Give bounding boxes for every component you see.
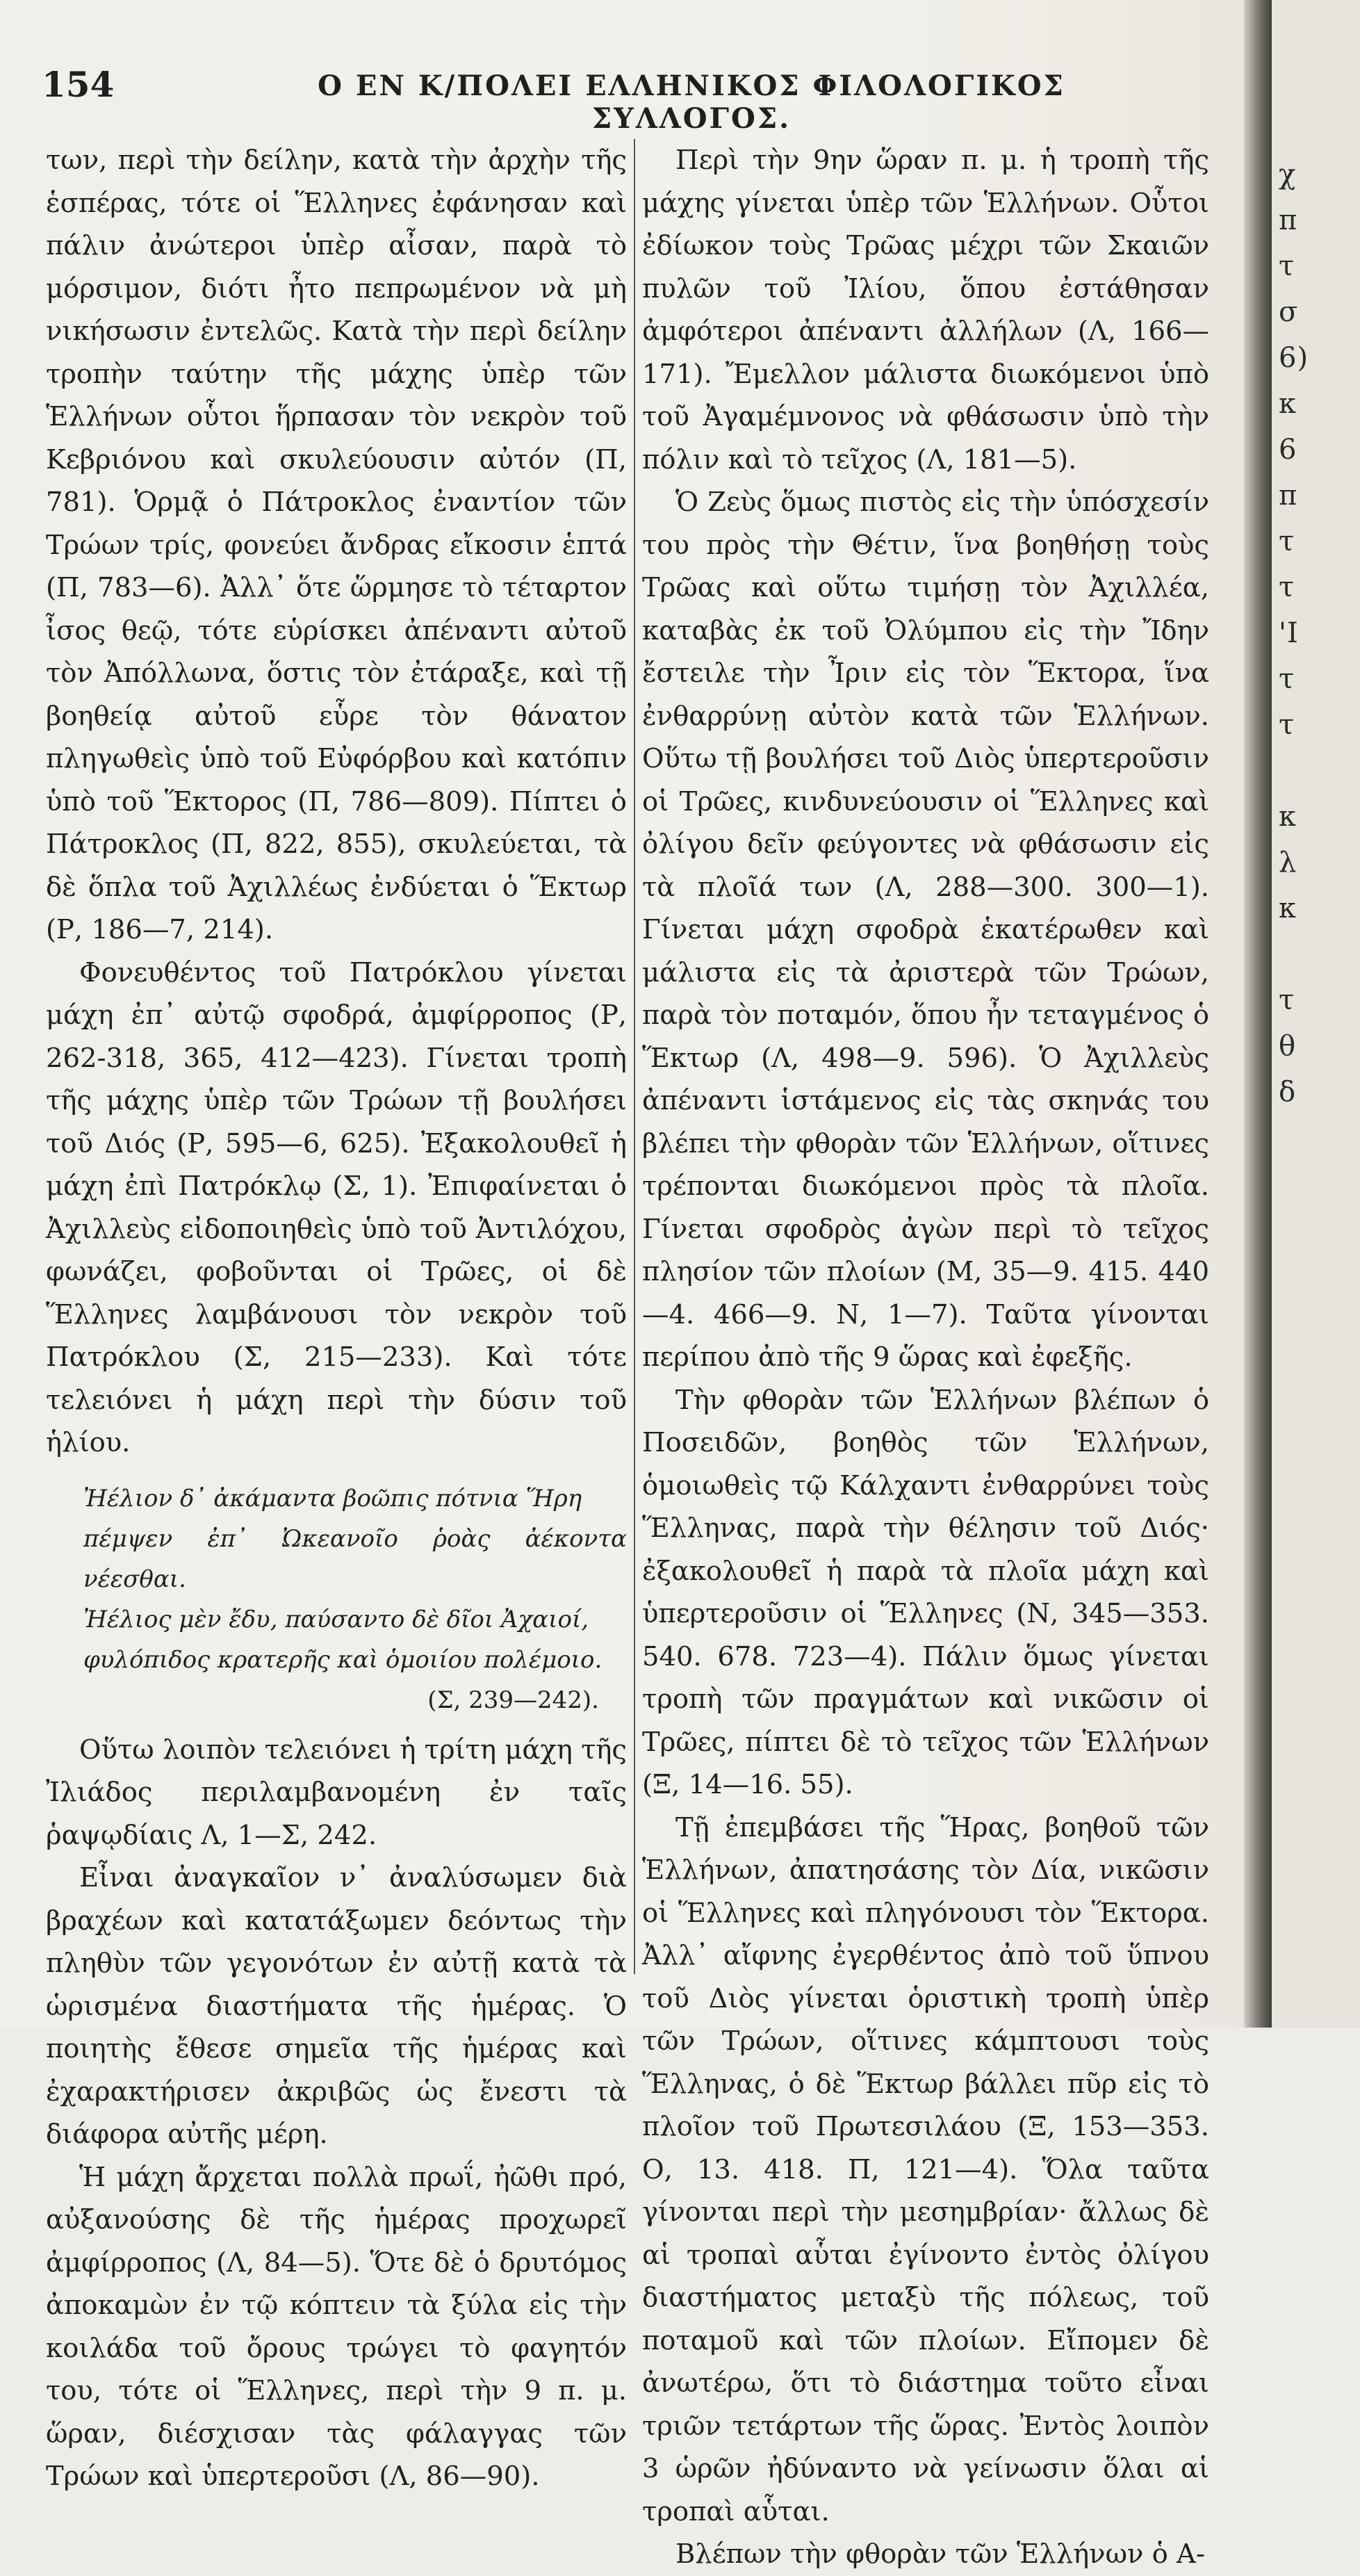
column-divider bbox=[634, 139, 635, 1974]
paragraph: Ὁ Ζεὺς ὅμως πιστὸς εἰς τὴν ὑπόσχεσίν του πρὸς τὴν Θέτιν, ἵνα βοηθήσῃ τοὺς Τρῶας καὶ οὕτω τιμήσῃ τὸν Ἀχιλλέα, καταβὰς ἐκ τοῦ Ὀλύμπου εἰς τὴν Ἴδην ἔστειλε τὴν Ἶριν εἰς τὸν Ἕκτορα, ἵνα ἐνθαρρύνῃ αὐτὸν κατὰ τῶν Ἑλλήνων. Οὕτω τῇ βουλήσει τοῦ Διὸς ὑπερτεροῦσιν οἱ Τρῶες, κινδυνεύουσιν οἱ Ἕλληνες καὶ ὀλίγου δεῖν φεύγοντες νὰ φθάσωσιν εἰς τὰ πλοῖά των (Λ, 288—300. 300—1). Γίνεται μάχη σφοδρὰ ἑκατέρωθεν καὶ μάλιστα εἰς τὰ ἀριστερὰ τῶν Τρώων, παρὰ τὸν ποταμόν, ὅπου ἦν τεταγμένος ὁ Ἕκτωρ (Λ, 498—9. 596). Ὁ Ἀχιλλεὺς ἀπέναντι ἱστάμενος εἰς τὰς σκηνάς του βλέπει τὴν φθορὰν τῶν Ἑλλήνων, οἵτινες τρέπονται διωκόμενοι πρὸς τὰ πλοῖα. Γίνεται σφοδρὸς ἀγὼν περὶ τὸ τεῖχος πλησίον τῶν πλοίων (Μ, 35—9. 415. 440—4. 466—9. Ν, 1—7). Ταῦτα γίνονται περίπου ἀπὸ τῆς 9 ὥρας καὶ ἐφεξῆς. bbox=[642, 487, 1209, 1373]
book-gutter bbox=[1244, 0, 1272, 2028]
page-header bbox=[42, 54, 1216, 135]
paragraph: Περὶ τὴν 9ην ὥραν π. μ. ἡ τροπὴ τῆς μάχης γίνεται ὑπὲρ τῶν Ἑλλήνων. Οὗτοι ἐδίωκον τοὺς Τρῶας μέχρι τῶν Σκαιῶν πυλῶν τοῦ Ἰλίου, ὅπου ἐστάθησαν ἀμφότεροι ἀπέναντι ἀλλήλων (Λ, 166—171). Ἔμελλον μάλιστα διωκόμενοι ὑπὸ τοῦ Ἀγαμέμνονος νὰ φθάσωσιν ὑπὸ τὴν πόλιν καὶ τὸ τεῖχος (Λ, 181—5). bbox=[642, 145, 1209, 475]
paragraph: Ἡ μάχη ἄρχεται πολλὰ πρωΐ, ἠῶθι πρό, αὐξανούσης δὲ τῆς ἡμέρας προχωρεῖ ἀμφίρροπος (Λ, 84—5). Ὅτε δὲ ὁ δρυτόμος ἀποκαμὼν ἐν τῷ κόπτειν τὰ ξύλα εἰς τὴν κοιλάδα τοῦ ὄρους τρώγει τὸ φαγητόν του, τότε οἱ Ἕλληνες, περὶ τὴν 9 π. μ. ὥραν, διέσχισαν τὰς φάλαγγας τῶν Τρώων καὶ ὑπερτεροῦσι (Λ, 86—90). bbox=[46, 2161, 627, 2492]
paragraph: Βλέπων τὴν φθορὰν τῶν Ἑλλήνων ὁ Α- bbox=[675, 2538, 1205, 2570]
verse-quotation bbox=[83, 1478, 627, 1720]
left-column bbox=[46, 139, 627, 2498]
facing-page-edge bbox=[1272, 0, 1360, 2028]
paragraph: των, περὶ τὴν δείλην, κατὰ τὴν ἀρχὴν τῆς ἑσπέρας, τότε οἱ Ἕλληνες ἐφάνησαν καὶ πάλιν ἀνώτεροι ὑπὲρ αἶσαν, παρὰ τὸ μόρσιμον, διότι ἦτο πεπρωμένον νὰ μὴ νικήσωσιν ἐντελῶς. Κατὰ τὴν περὶ δείλην τροπὴν ταύτην τῆς μάχης ὑπὲρ τῶν Ἑλλήνων οὗτοι ἥρπασαν τὸν νεκρὸν τοῦ Κεβριόνου καὶ σκυλεύουσιν αὐτόν (Π, 781). Ὁρμᾷ ὁ Πάτροκλος ἐναντίον τῶν Τρώων τρίς, φονεύει ἄνδρας εἴκοσιν ἑπτά (Π, 783—6). Ἀλλ᾽ ὅτε ὥρμησε τὸ τέταρτον ἶσος θεῷ, τότε εὑρίσκει ἀπέναντι αὐτοῦ τὸν Ἀπόλλωνα, ὅστις τὸν ἐτάραξε, καὶ τῇ βοηθείᾳ αὐτοῦ εὗρε τὸν θάνατον πληγωθεὶς ὑπὸ τοῦ Εὐφόρβου καὶ κατόπιν ὑπὸ τοῦ Ἕκτορος (Π, 786—809). Πίπτει ὁ Πάτροκλος (Π, 822, 855), σκυλεύεται, τὰ δὲ ὅπλα τοῦ Ἀχιλλέως ἐνδύεται ὁ Ἕκτωρ (Ρ, 186—7, 214). bbox=[46, 145, 627, 945]
paragraph: Οὕτω λοιπὸν τελειόνει ἡ τρίτη μάχη τῆς Ἰλιάδος περιλαμβανομένη ἐν ταῖς ῥαψῳδίαις Λ, 1—Σ, 242. bbox=[46, 1734, 627, 1851]
paragraph: Φονευθέντος τοῦ Πατρόκλου γίνεται μάχη ἐπ᾽ αὐτῷ σφοδρά, ἀμφίρροπος (Ρ, 262-318, 365, 412—423). Γίνεται τροπὴ τῆς μάχης ὑπὲρ τῶν Τρώων τῇ βουλήσει τοῦ Διός (Ρ, 595—6, 625). Ἐξακολουθεῖ ἡ μάχη ἐπὶ Πατρόκλῳ (Σ, 1). Ἐπιφαίνεται ὁ Ἀχιλλεὺς εἰδοποιηθεὶς ὑπὸ τοῦ Ἀντιλόχου, φωνάζει, φοβοῦνται οἱ Τρῶες, οἱ δὲ Ἕλληνες λαμβάνουσι τὸν νεκρὸν τοῦ Πατρόκλου (Σ, 215—233). Καὶ τότε τελειόνει ἡ μάχη περὶ τὴν δύσιν τοῦ ἡλίου. bbox=[46, 956, 627, 1458]
verse-line: Ἠέλιον δ᾽ ἀκάμαντα βοῶπις πότνια Ἥρη bbox=[83, 1484, 582, 1513]
right-column bbox=[642, 139, 1209, 2576]
verse-reference: (Σ, 239—242). bbox=[427, 1686, 599, 1714]
verse-line: Ἠέλιος μὲν ἔδυ, παύσαντο δὲ δῖοι Ἀχαιοί, bbox=[83, 1605, 589, 1633]
paragraph: Τῇ ἐπεμβάσει τῆς Ἥρας, βοηθοῦ τῶν Ἑλλήνων, ἀπατησάσης τὸν Δία, νικῶσιν οἱ Ἕλληνες καὶ πληγόνουσι τὸν Ἕκτορα. Ἀλλ᾽ αἴφνης ἐγερθέντος ἀπὸ τοῦ ὕπνου τοῦ Διὸς γίνεται ὁριστικὴ τροπὴ ὑπὲρ τῶν Τρώων, οἵτινες κάμπτουσι τοὺς Ἕλληνας, ὁ δὲ Ἕκτωρ βάλλει πῦρ εἰς τὸ πλοῖον τοῦ Πρωτεσιλάου (Ξ, 153—353. Ο, 13. 418. Π, 121—4). Ὅλα ταῦτα γίνονται περὶ τὴν μεσημβρίαν· ἄλλως δὲ αἱ τροπαὶ αὗται ἐγίνοντο ἐντὸς ὀλίγου διαστήματος μεταξὺ τῆς πόλεως, τοῦ ποταμοῦ καὶ τῶν πλοίων. Εἴπομεν δὲ ἀνωτέρω, ὅτι τὸ διάστημα τοῦτο εἶναι τριῶν τετάρτων τῆς ὥρας. Ἐντὸς λοιπὸν 3 ὡρῶν ἠδύναντο νὰ γείνωσιν ὅλαι αἱ τροπαὶ αὗται. bbox=[642, 1811, 1209, 2527]
page-number: 154 bbox=[42, 64, 115, 105]
running-title: Ο ΕΝ Κ/ΠΟΛΕΙ ΕΛΛΗΝΙΚΟΣ ΦΙΛΟΛΟΓΙΚΟΣ ΣΥΛΛΟΓΟΣ. bbox=[318, 70, 1065, 135]
paragraph: Τὴν φθορὰν τῶν Ἑλλήνων βλέπων ὁ Ποσειδῶν, βοηθὸς τῶν Ἑλλήνων, ὁμοιωθεὶς τῷ Κάλχαντι ἐνθαρρύνει τοὺς Ἕλληνας, παρὰ τὴν θέλησιν τοῦ Διός· ἐξακολουθεῖ ἡ παρὰ τὰ πλοῖα μάχη καὶ ὑπερτεροῦσιν οἱ Ἕλληνες (Ν, 345—353. 540. 678. 723—4). Πάλιν ὅμως γίνεται τροπὴ τῶν πραγμάτων καὶ νικῶσιν οἱ Τρῶες, πίπτει δὲ τὸ τεῖχος τῶν Ἑλλήνων (Ξ, 14—16. 55). bbox=[642, 1384, 1209, 1800]
facing-page-text: χ π τ σ 6) κ 6 π τ τ 'Ι τ τ κ λ κ τ θ δ bbox=[1279, 158, 1309, 1108]
verse-line: φυλόπιδος κρατερῆς καὶ ὁμοιίου πολέμοιο. bbox=[83, 1645, 603, 1674]
verse-line: πέμψεν ἐπ᾽ Ὠκεανοῖο ῥοὰς ἀέκοντα νέεσθαι. bbox=[83, 1524, 627, 1593]
paragraph: Εἶναι ἀναγκαῖον ν᾽ ἀναλύσωμεν διὰ βραχέων καὶ κατατάξωμεν δεόντως τὴν πληθὺν τῶν γεγονότων ἐν αὐτῇ κατὰ τὰ ὡρισμένα διαστήματα τῆς ἡμέρας. Ὁ ποιητὴς ἔθεσε σημεῖα τῆς ἡμέρας καὶ ἐχαρακτήρισεν ἀκριβῶς ὡς ἔνεστι τὰ διάφορα αὐτῆς μέρη. bbox=[46, 1862, 627, 2150]
